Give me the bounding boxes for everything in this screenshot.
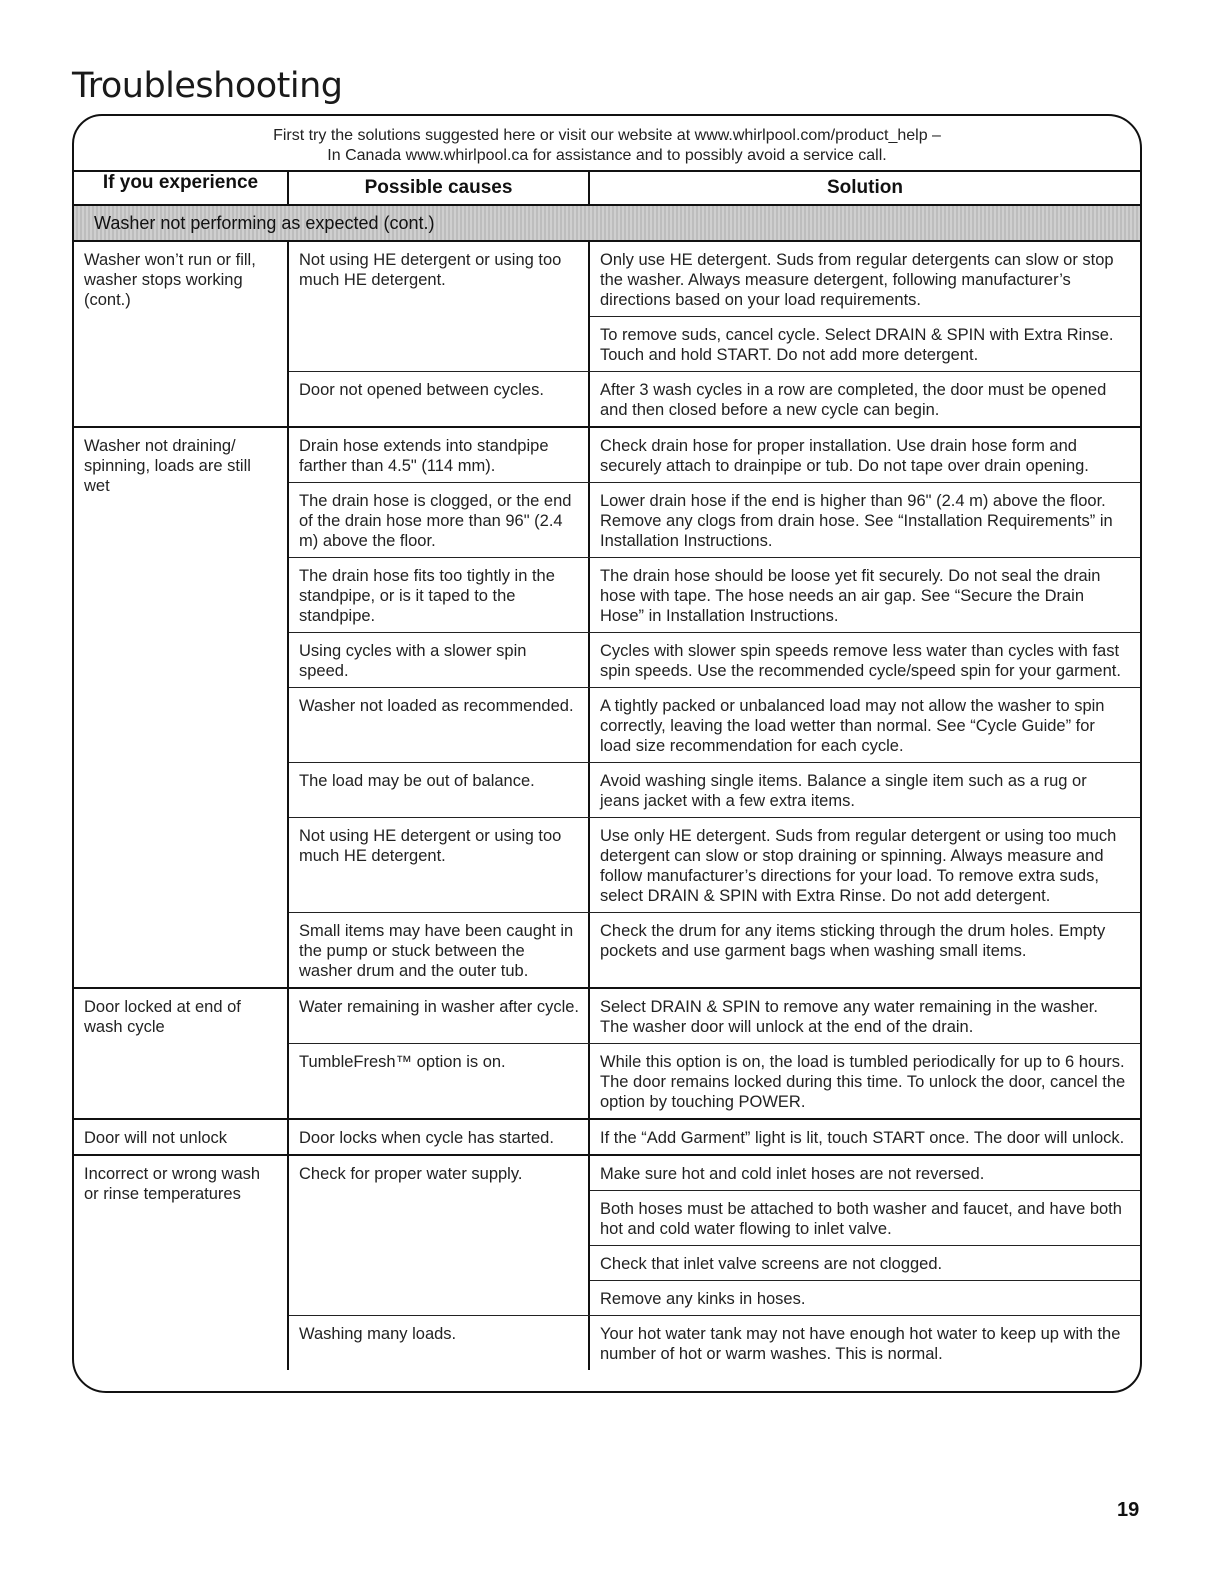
solution-cell: If the “Add Garment” light is lit, touch START once. The door will unlock. xyxy=(600,1129,1125,1147)
solutions-list xyxy=(590,1120,1140,1154)
solution-cell: Select DRAIN & SPIN to remove any water remaining in the washer. The washer door will unlock at the end of the drain. xyxy=(600,998,1098,1036)
possible-cause-cell: Door not opened between cycles. xyxy=(289,372,590,426)
table-row xyxy=(74,1155,1140,1370)
table-row xyxy=(74,1119,1140,1155)
solutions-list xyxy=(590,633,1140,687)
page-title: Troubleshooting xyxy=(72,66,343,106)
table-body xyxy=(74,205,1140,1370)
solution-cell: Cycles with slower spin speeds remove less water than cycles with fast spin speeds. Use the recommended cycle/speed spin for your garment. xyxy=(600,642,1121,680)
cause-row xyxy=(289,989,1140,1044)
possible-cause-cell: Washer not loaded as recommended. xyxy=(289,688,590,762)
cause-row xyxy=(289,1316,1140,1370)
solution-cell: Your hot water tank may not have enough hot water to keep up with the number of hot or warm washes. This is normal. xyxy=(600,1325,1121,1363)
possible-cause-cell: Not using HE detergent or using too much HE detergent. xyxy=(289,818,590,912)
solution-cell: Avoid washing single items. Balance a single item such as a rug or jeans jacket with a few extra items. xyxy=(600,772,1087,810)
solution-cell: The drain hose should be loose yet fit securely. Do not seal the drain hose with tape. The hose needs an air gap. See “Secure the Drain Hose” in Installation Instructions. xyxy=(600,567,1101,625)
table-row xyxy=(74,988,1140,1119)
solution-cell: After 3 wash cycles in a row are completed, the door must be opened and then closed before a new cycle can begin. xyxy=(600,381,1107,419)
intro-line-1: First try the solutions suggested here or visit our website at www.whirlpool.com/product_help – xyxy=(273,127,941,144)
possible-cause-cell: Small items may have been caught in the pump or stuck between the washer drum and the outer tub. xyxy=(289,913,590,987)
solutions-list xyxy=(590,763,1140,817)
table-row xyxy=(74,241,1140,427)
column-header-experience: If you experience xyxy=(74,172,288,205)
column-header-solution: Solution xyxy=(827,177,903,198)
troubleshooting-table xyxy=(74,172,1140,1370)
possible-cause-cell: Check for proper water supply. xyxy=(289,1156,590,1315)
experience-cell: Incorrect or wrong wash or rinse temperatures xyxy=(74,1155,288,1370)
solution-cell: Remove any kinks in hoses. xyxy=(600,1290,806,1308)
experience-cell: Door will not unlock xyxy=(74,1119,288,1155)
experience-cell: Washer not draining/ spinning, loads are still wet xyxy=(74,427,288,988)
solutions-list xyxy=(590,372,1140,426)
solutions-list xyxy=(590,1156,1140,1315)
solution-cell: Use only HE detergent. Suds from regular detergent or using too much detergent can slow or stop draining or spinning. Always measure and follow manufacturer’s directions for your load. To remove extra suds, select DRAIN & SPIN with Extra Rinse. Do not add detergent. xyxy=(600,827,1117,905)
causes-and-solutions xyxy=(288,1155,1140,1370)
solution-cell: A tightly packed or unbalanced load may not allow the washer to spin correctly, leaving the load wetter than normal. See “Cycle Guide” for load size recommendation for each cycle. xyxy=(600,697,1105,755)
solutions-list xyxy=(590,818,1140,912)
causes-and-solutions xyxy=(288,1119,1140,1155)
cause-row xyxy=(289,688,1140,763)
troubleshooting-panel xyxy=(72,114,1142,1393)
table-row xyxy=(74,427,1140,988)
solutions-list xyxy=(590,428,1140,482)
cause-row xyxy=(289,483,1140,558)
column-header-causes: Possible causes xyxy=(289,172,590,204)
solutions-list xyxy=(590,558,1140,632)
cause-row xyxy=(289,1156,1140,1316)
section-heading: Washer not performing as expected (cont.) xyxy=(74,205,1140,241)
solution-cell: Make sure hot and cold inlet hoses are not reversed. xyxy=(590,1156,1140,1191)
solution-cell: To remove suds, cancel cycle. Select DRAIN & SPIN with Extra Rinse. Touch and hold START. Do not add more detergent. xyxy=(600,326,1114,364)
column-header-rest xyxy=(288,172,1140,205)
cause-row xyxy=(289,913,1140,987)
causes-and-solutions xyxy=(288,427,1140,988)
cause-row xyxy=(289,558,1140,633)
possible-cause-cell: Not using HE detergent or using too much HE detergent. xyxy=(289,242,590,371)
solutions-list xyxy=(590,242,1140,371)
possible-cause-cell: The drain hose fits too tightly in the standpipe, or is it taped to the standpipe. xyxy=(289,558,590,632)
solutions-list xyxy=(590,1316,1140,1370)
solution-cell: Check the drum for any items sticking through the drum holes. Empty pockets and use garment bags when washing small items. xyxy=(600,922,1106,960)
solutions-list xyxy=(590,989,1140,1043)
solution-cell: Only use HE detergent. Suds from regular detergents can slow or stop the washer. Always measure detergent, following manufacturer’s directions based on your load requirements. xyxy=(590,242,1140,317)
solution-cell: Check that inlet valve screens are not clogged. xyxy=(590,1246,1140,1281)
possible-cause-cell: The drain hose is clogged, or the end of the drain hose more than 96" (2.4 m) above the floor. xyxy=(289,483,590,557)
solution-cell: While this option is on, the load is tumbled periodically for up to 6 hours. The door remains locked during this time. To unlock the door, cancel the option by touching POWER. xyxy=(600,1053,1126,1111)
solution-cell: Lower drain hose if the end is higher than 96" (2.4 m) above the floor. Remove any clogs from drain hose. See “Installation Requirements” in Installation Instructions. xyxy=(600,492,1113,550)
solution-cell: Check drain hose for proper installation. Use drain hose form and securely attach to drainpipe or tub. Do not tape over drain opening. xyxy=(600,437,1089,475)
possible-cause-cell: Washing many loads. xyxy=(289,1316,590,1370)
possible-cause-cell: The load may be out of balance. xyxy=(289,763,590,817)
intro-note xyxy=(74,116,1140,172)
solutions-list xyxy=(590,913,1140,987)
intro-line-2: In Canada www.whirlpool.ca for assistance and to possibly avoid a service call. xyxy=(327,147,887,164)
cause-row xyxy=(289,633,1140,688)
cause-row xyxy=(289,242,1140,372)
causes-and-solutions xyxy=(288,988,1140,1119)
page-number: 19 xyxy=(1117,1499,1140,1521)
cause-row xyxy=(289,372,1140,426)
experience-cell: Door locked at end of wash cycle xyxy=(74,988,288,1119)
cause-row xyxy=(289,1120,1140,1154)
possible-cause-cell: Using cycles with a slower spin speed. xyxy=(289,633,590,687)
experience-cell: Washer won’t run or fill, washer stops working (cont.) xyxy=(74,241,288,427)
cause-row xyxy=(289,428,1140,483)
solutions-list xyxy=(590,688,1140,762)
possible-cause-cell: Drain hose extends into standpipe farther than 4.5" (114 mm). xyxy=(289,428,590,482)
causes-and-solutions xyxy=(288,241,1140,427)
solutions-list xyxy=(590,1044,1140,1118)
possible-cause-cell: Door locks when cycle has started. xyxy=(289,1120,590,1154)
solution-cell: Both hoses must be attached to both washer and faucet, and have both hot and cold water flowing to inlet valve. xyxy=(590,1191,1140,1246)
cause-row xyxy=(289,818,1140,913)
solutions-list xyxy=(590,483,1140,557)
table-header-row xyxy=(74,172,1140,205)
cause-row xyxy=(289,763,1140,818)
cause-row xyxy=(289,1044,1140,1118)
possible-cause-cell: Water remaining in washer after cycle. xyxy=(289,989,590,1043)
possible-cause-cell: TumbleFresh™ option is on. xyxy=(289,1044,590,1118)
